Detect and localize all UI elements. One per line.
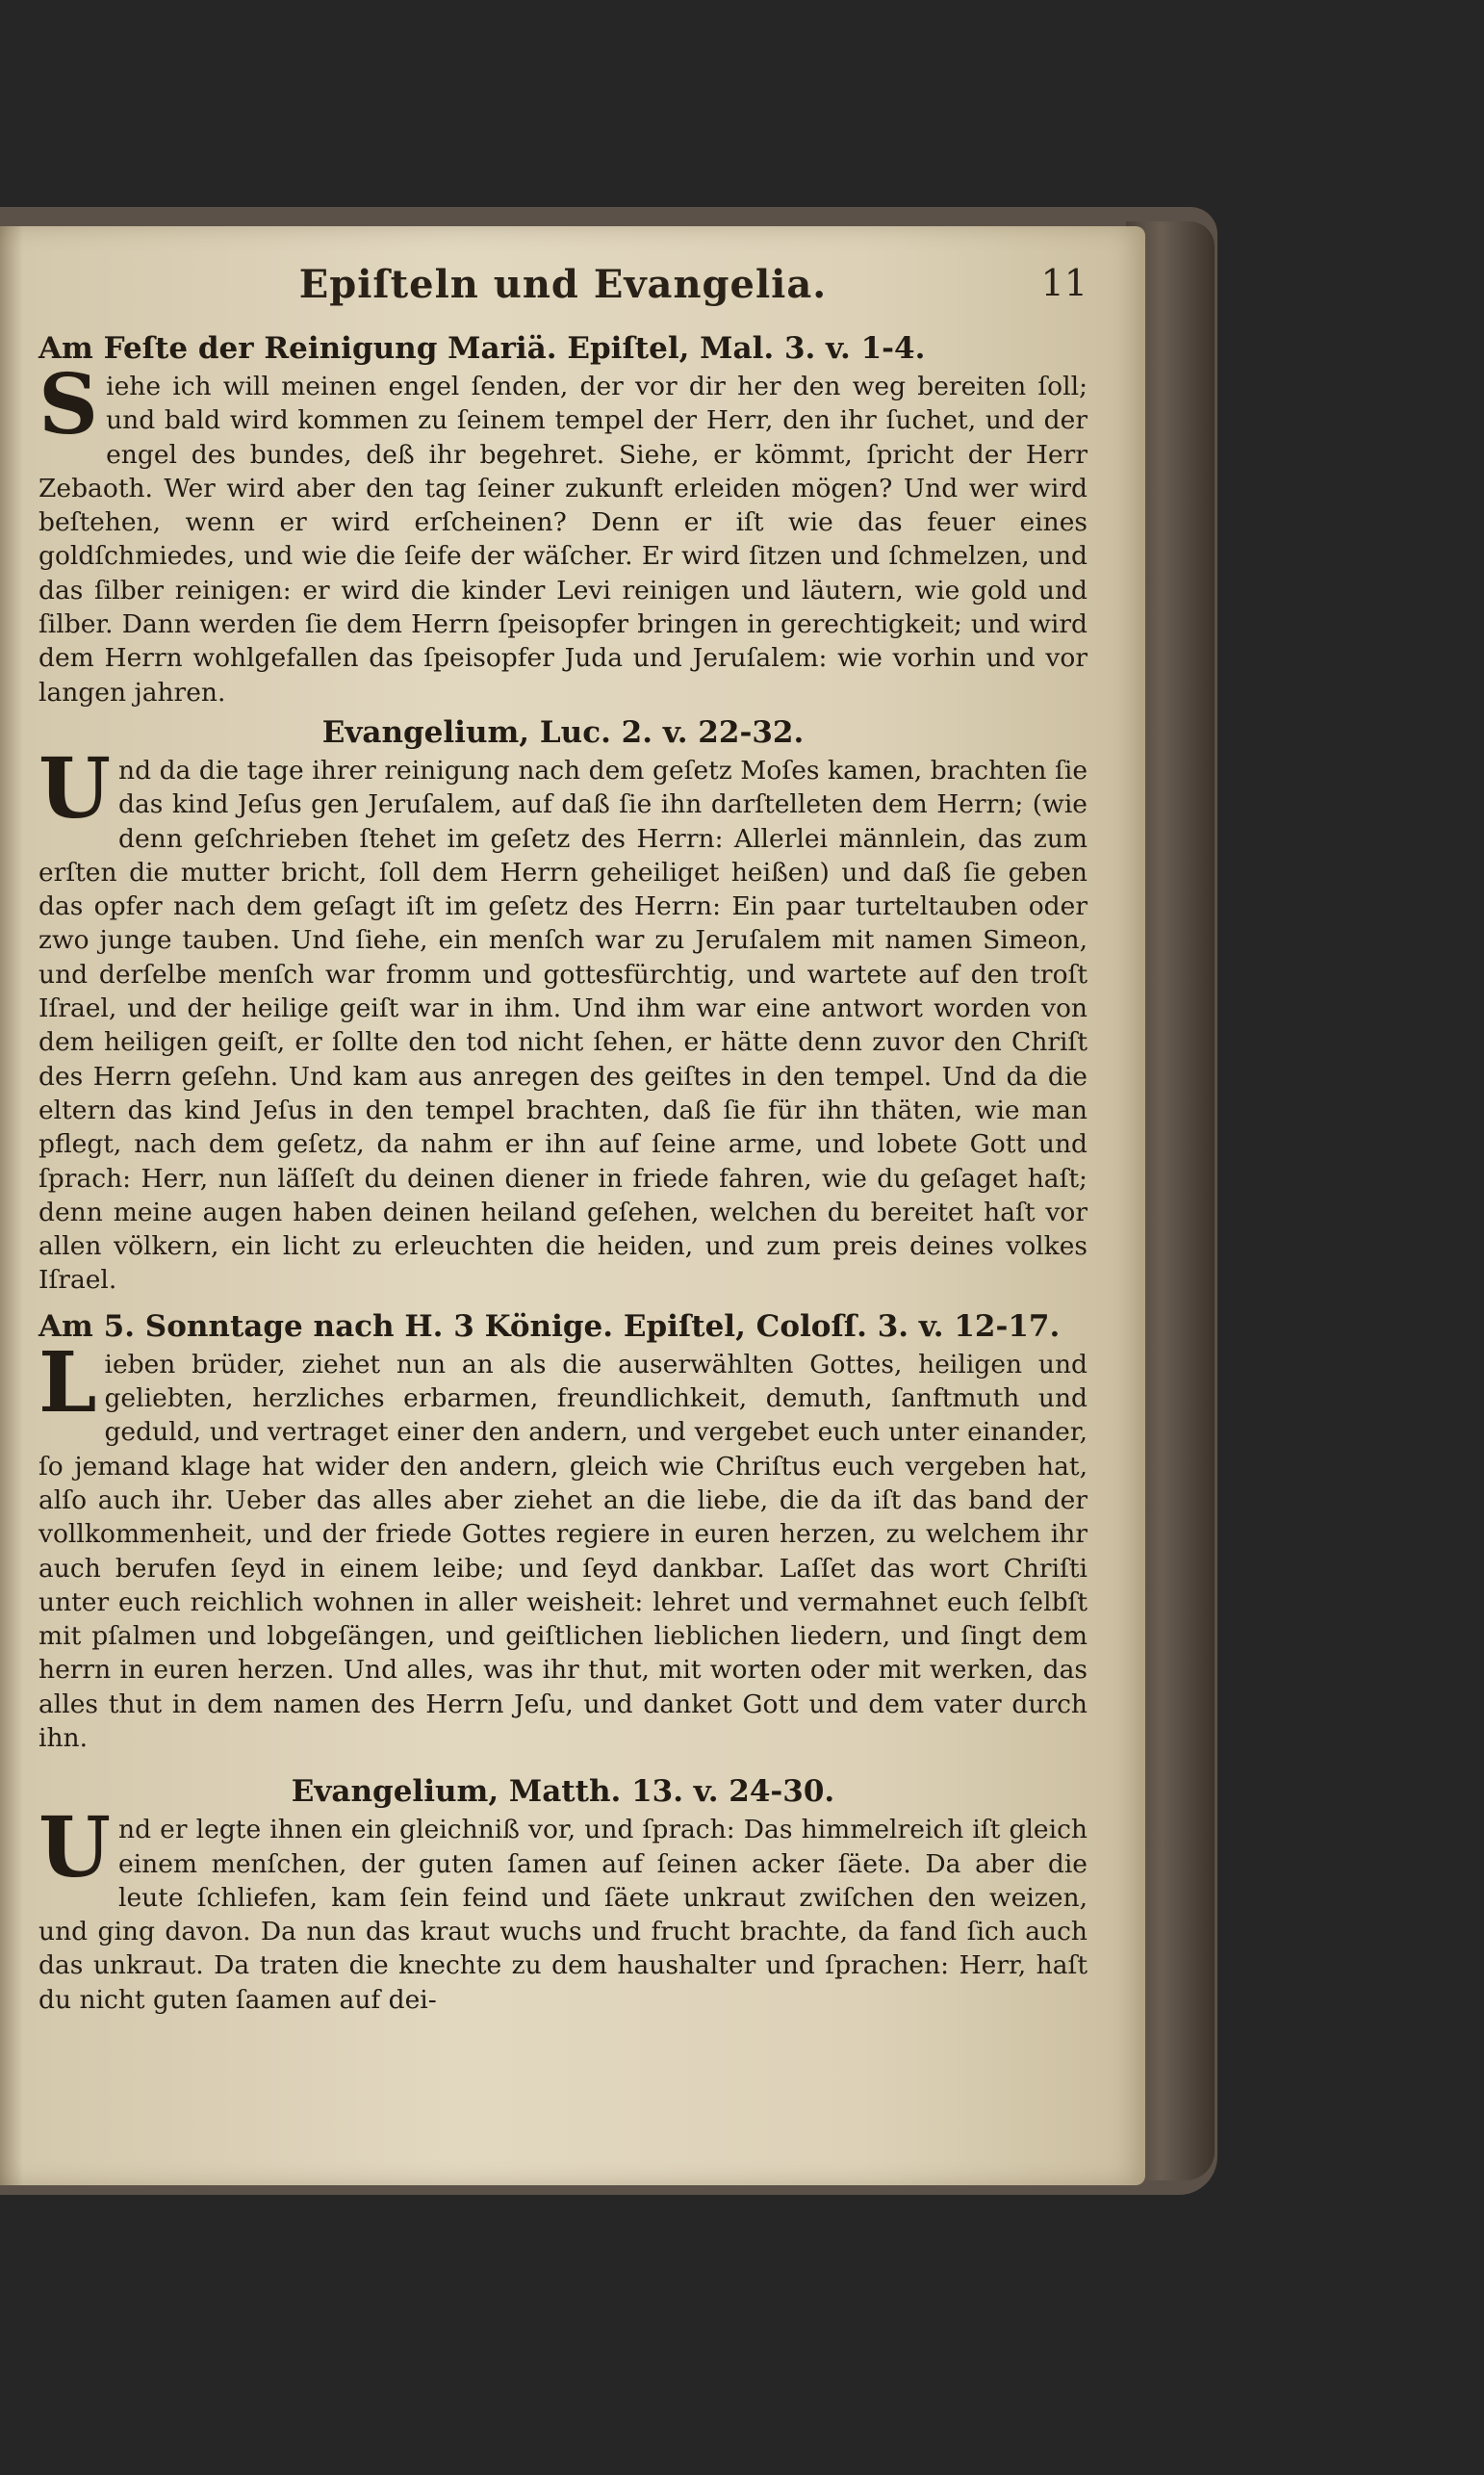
section-text-gospel-matthew [38,1799,1087,2017]
page-number: 11 [1040,262,1087,304]
section-text-epistle-colossians [38,1333,1087,1756]
paragraph-body: iehe ich will meinen engel ſenden, der vor dir her den weg bereiten ſoll; und bald wird kommen zu ſeinem tempel der Herr, den ihr ſuchet, und der engel des bundes, deß ihr begehret. Siehe, er kömmt, ſpricht der Herr Zebaoth. Wer wird aber den tag ſeiner zukunft erleiden mögen? Und wer wird beſtehen, wenn er wird erſcheinen? Denn er iſt wie das feuer eines goldſchmiedes, und wie die ſeife der wäſcher. Er wird ſitzen und ſchmelzen, und das ſilber reinigen: er wird die kinder Levi reinigen und läutern, wie gold und ſilber. Dann werden ſie dem Herrn ſpeisopfer bringen in gerechtigkeit; und wird dem Herrn wohlgefallen das ſpeisopfer Juda und Jeruſalem: wie vorhin und vor langen jahren. [38,372,1087,708]
running-title: Epiſteln und Evangelia. [298,262,828,307]
drop-initial: L [38,1333,97,1431]
page-content [38,325,1087,2017]
paragraph-body: nd da die tage ihrer reinigung nach dem geſetz Moſes kamen, brachten ſie das kind Jeſus gen Jeruſalem, auf daß ſie ihn darſtelleten dem Herrn; (wie denn geſchrieben ſtehet im geſetz des Herrn: Allerlei männlein, das zum erſten die mutter bricht, ſoll dem Herrn geheiliget heißen) und daß ſie geben das opfer nach dem geſagt iſt im geſetz des Herrn: Ein paar turteltauben oder zwo junge tauben. Und ſiehe, ein menſch war zu Jeruſalem mit namen Simeon, und derſelbe menſch war fromm und gottesfürchtig, und wartete auf den troſt Iſrael, und der heilige geiſt war in ihm. Und ihm war eine antwort worden von dem heiligen geiſt, er ſollte den tod nicht ſehen, er hätte denn zuvor den Chriſt des Herrn geſehn. Und kam aus anregen des geiſtes in den tempel. Und da die eltern das kind Jeſus in den tempel brachten, daß ſie für ihn thäten, wie man pflegt, nach dem geſetz, da nahm er ihn auf ſeine arme, und lobete Gott und ſprach: Herr, nun läſſeſt du deinen diener in friede fahren, wie du geſaget haſt; denn meine augen haben deinen heiland geſehen, welchen du bereitet haſt vor allen völkern, ein licht zu erleuchten die heiden, und zum preis deines volkes Iſrael. [38,755,1087,1296]
section-text-epistle-purification [38,356,1087,709]
paragraph-body: ieben brüder, ziehet nun an als die auserwählten Gottes, heiligen und geliebten, herzliches erbarmen, freundlichkeit, demuth, ſanftmuth und geduld, und vertraget einer den andern, und vergebet euch unter einander, ſo jemand klage hat wider den andern, gleich wie Chriſtus euch vergeben hat, alſo auch ihr. Ueber das alles aber ziehet an die liebe, die da iſt das band der vollkommenheit, und der friede Gottes regiere in euren herzen, zu welchem ihr auch berufen ſeyd in einem leibe; und ſeyd dankbar. Laſſet das wort Chriſti unter euch reichlich wohnen in aller weisheit: lehret und vermahnet euch ſelbſt mit pſalmen und lobgeſängen, und geiſtlichen lieblichen liedern, und ſingt dem herrn in euren herzen. Und alles, was ihr thut, mit worten oder mit werken, das alles thut in dem namen des Herrn Jeſu, und danket Gott und dem vater durch ihn. [38,1349,1087,1753]
section-heading-epistle-purification: Am Feſte der Reinigung Mariä. Epiſtel, Mal. 3. v. 1-4. [38,331,926,366]
page-header [38,262,1087,320]
drop-initial: U [38,1799,111,1897]
drop-initial: S [38,356,99,453]
section-heading-epistle-colossians: Am 5. Sonntage nach H. 3 Könige. Epiſtel, Coloſſ. 3. v. 12-17. [38,1308,1061,1344]
page-gutter-shadow [0,226,23,2185]
section-heading-gospel-matthew: Evangelium, Matth. 13. v. 24-30. [291,1774,835,1810]
paragraph-body: nd er legte ihnen ein gleichniß vor, und ſprach: Das himmelreich iſt gleich einem menſchen, der guten ſamen auf ſeinen acker ſäete. Da aber die leute ſchliefen, kam ſein feind und ſäete unkraut zwiſchen den weizen, und ging davon. Da nun das kraut wuchs und frucht brachte, da fand ſich auch das unkraut. Da traten die knechte zu dem haushalter und ſprachen: Herr, haſt du nicht guten ſaamen auf dei- [38,1815,1087,2015]
section-heading-gospel-luke: Evangelium, Luc. 2. v. 22-32. [321,714,805,750]
section-text-gospel-luke [38,739,1087,1298]
drop-initial: U [38,739,111,838]
